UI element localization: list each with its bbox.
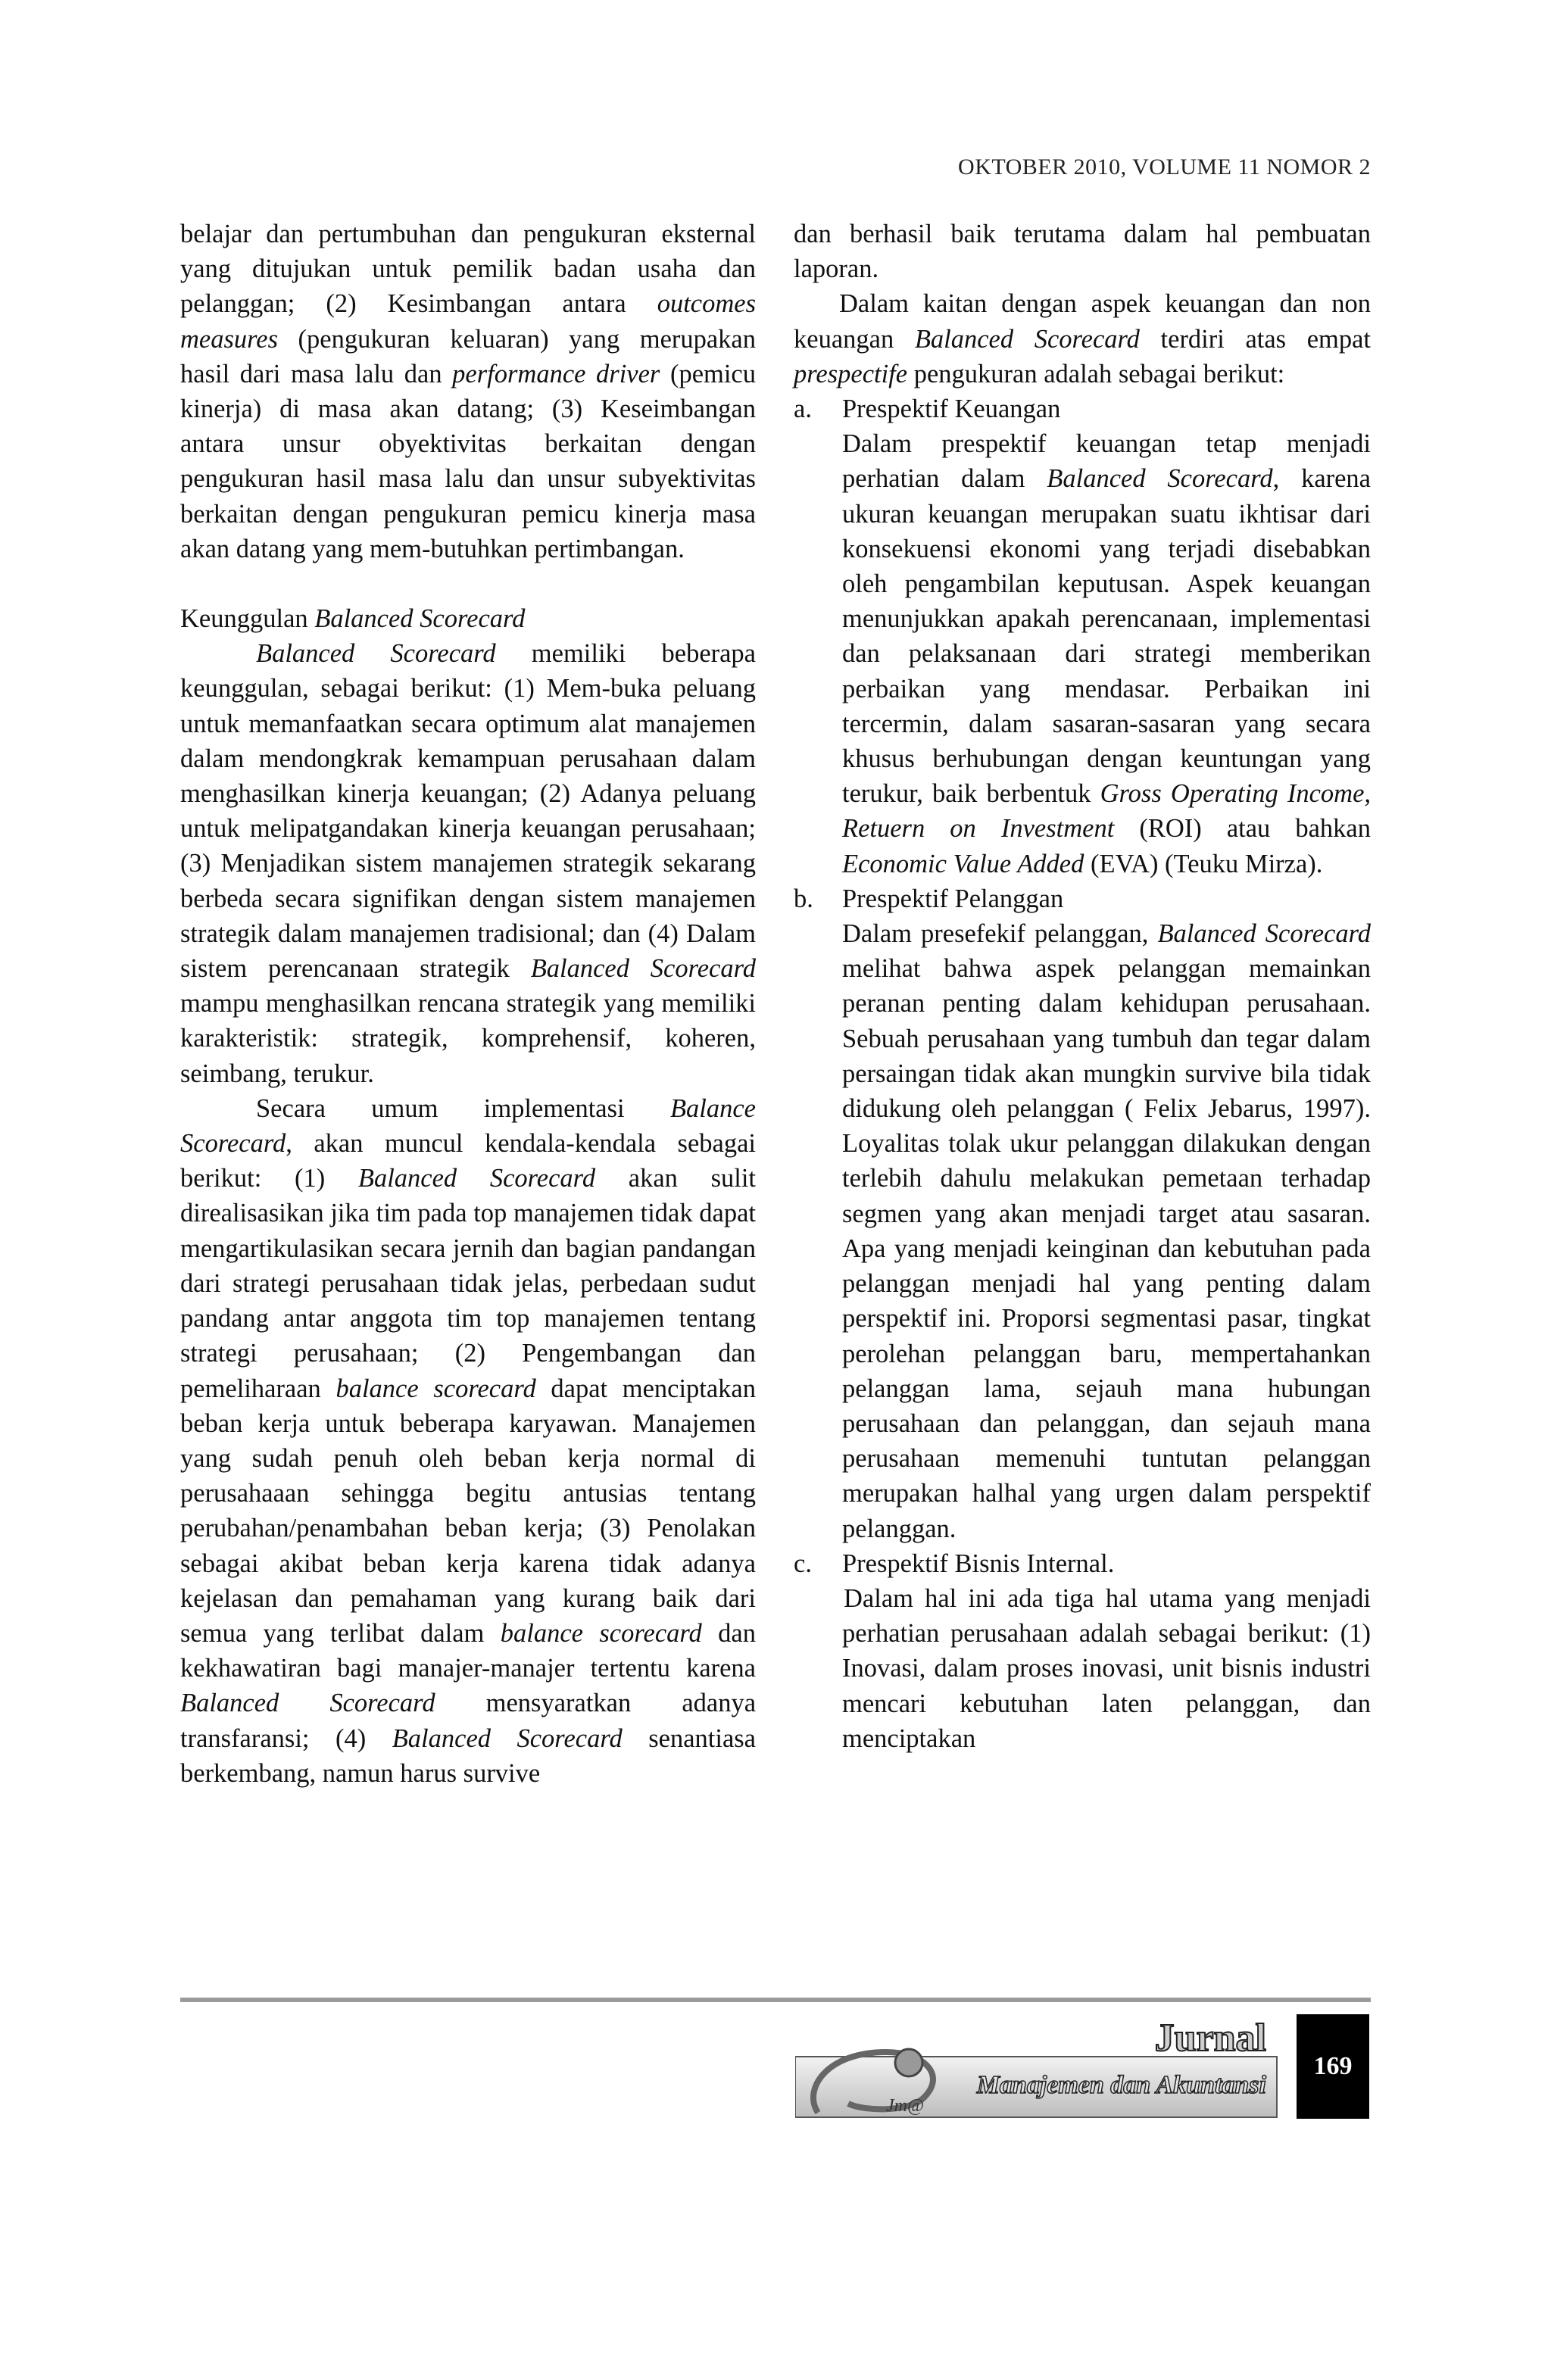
paragraph: Dalam kaitan dengan aspek keuangan dan non keuangan Balanced Scorecard terdiri atas empat prespectife pengukuran adalah sebagai berikut: [794, 289, 1371, 388]
logo-mark: Jm@ [886, 2096, 925, 2116]
list-item-heading: a. Prespektif Keuangan [794, 395, 1061, 424]
right-column [794, 217, 1371, 1756]
running-head: OKTOBER 2010, VOLUME 11 NOMOR 2 [958, 154, 1371, 179]
list-item-body: Dalam presefekif pelanggan, Balanced Scorecard melihat bahwa aspek pelanggan memainkan peranan penting dalam kehidupan perusahaan. Sebuah perusahaan yang tumbuh dan tegar dalam persaingan tidak akan mungkin survive bila tidak didukung oleh pelanggan ( Felix Jebarus, 1997). Loyalitas tolak ukur pelanggan dilakukan dengan terlebih dahulu melakukan pemetaan terhadap segmen yang akan menjadi target atau sasaran. Apa yang menjadi keinginan dan kebutuhan pada pelanggan menjadi hal yang penting dalam perspektif ini. Proporsi segmentasi pasar, tingkat perolehan pelanggan baru, mempertahankan pelanggan lama, sejauh mana hubungan perusahaan dan pelanggan, dan sejauh mana perusahaan memenuhi tuntutan pelanggan merupakan halhal yang urgen dalam perspektif pelanggan. [842, 919, 1372, 1543]
list-item-body: Dalam prespektif keuangan tetap menjadi perhatian dalam Balanced Scorecard, karena ukuran keuangan merupakan suatu ikhtisar dari konsekuensi ekonomi yang terjadi disebabkan oleh pengambilan keputusan. Aspek keuangan menunjukkan apakah perencanaan, implementasi dan pelaksanaan dari strategi memberikan perbaikan yang mendasar. Perbaikan ini tercermin, dalam sasaran-sasaran yang secara khusus berhubungan dengan keuntungan yang terukur, baik berbentuk Gross Operating Income, Retuern on Investment (ROI) atau bahkan Economic Value Added (EVA) (Teuku Mirza). [842, 429, 1372, 878]
left-column [180, 217, 756, 1791]
journal-logo [795, 2014, 1280, 2119]
logo-title-jurnal: Jurnal [1154, 2017, 1266, 2060]
paragraph: belajar dan pertumbuhan dan pengukuran eksternal yang ditujukan untuk pemilik badan usaha dan pelanggan; (2) Kesimbangan antara outcomes measures (pengukuran keluaran) yang merupakan hasil dari masa lalu dan performance driver (pemicu kinerja) di masa akan datang; (3) Keseimbangan antara unsur obyektivitas berkaitan dengan pengukuran hasil masa lalu dan unsur subyektivitas berkaitan dengan pengukuran pemicu kinerja masa akan datang yang mem-butuhkan pertimbangan. [180, 220, 756, 563]
section-heading: Keunggulan Balanced Scorecard [180, 604, 526, 634]
list-item-heading: b. Prespektif Pelanggan [794, 884, 1064, 913]
list-item-heading: c. Prespektif Bisnis Internal. [794, 1549, 1115, 1578]
paragraph: dan berhasil baik terutama dalam hal pembuatan laporan. [794, 220, 1371, 284]
logo-subtitle: Manajemen dan Akuntansi [976, 2071, 1266, 2099]
logo-globe [895, 2049, 922, 2076]
footer-rule [180, 1998, 1371, 2002]
paragraph: Secara umum implementasi Balance Scorecard, akan muncul kendala-kendala sebagai berikut: (1) Balanced Scorecard akan sulit direalisasikan jika tim pada top manajemen tidak dapat mengartikulasikan secara jernih dan bagian pandangan dari strategi perusahaan tidak jelas, perbedaan sudut pandang antar anggota tim top manajemen tentang strategi perusahaan; (2) Pengembangan dan pemeliharaan balance scorecard dapat menciptakan beban kerja untuk beberapa karyawan. Manajemen yang sudah penuh oleh beban kerja normal di perusahaaan sehingga begitu antusias tentang perubahan/penambahan beban kerja; (3) Penolakan sebagai akibat beban kerja karena tidak adanya kejelasan dan pemahaman yang kurang baik dari semua yang terlibat dalam balance scorecard dan kekhawatiran bagi manajer-manajer tertentu karena Balanced Scorecard mensyaratkan adanya transfaransi; (4) Balanced Scorecard senantiasa berkembang, namun harus survive [180, 1093, 757, 1788]
page-number: 169 [1297, 2014, 1369, 2119]
list-item-body: Dalam hal ini ada tiga hal utama yang menjadi perhatian perusahaan adalah sebagai berikut: (1) Inovasi, dalam proses inovasi, unit bisnis industri mencari kebutuhan laten pelanggan, dan menciptakan [842, 1583, 1371, 1753]
paragraph: Balanced Scorecard memiliki beberapa keunggulan, sebagai berikut: (1) Mem-buka peluang untuk memanfaatkan secara optimum alat manajemen dalam mendongkrak kemampuan perusahaan dalam menghasilkan kinerja keuangan; (2) Adanya peluang untuk melipatgandakan kinerja keuangan perusahaan; (3) Menjadikan sistem manajemen strategik sekarang berbeda secara signifikan dengan sistem manajemen strategik dalam manajemen tradisional; dan (4) Dalam sistem perencanaan strategik Balanced Scorecard mampu menghasilkan rencana strategik yang memiliki karakteristik: strategik, komprehensif, koheren, seimbang, terukur. [180, 639, 756, 1088]
